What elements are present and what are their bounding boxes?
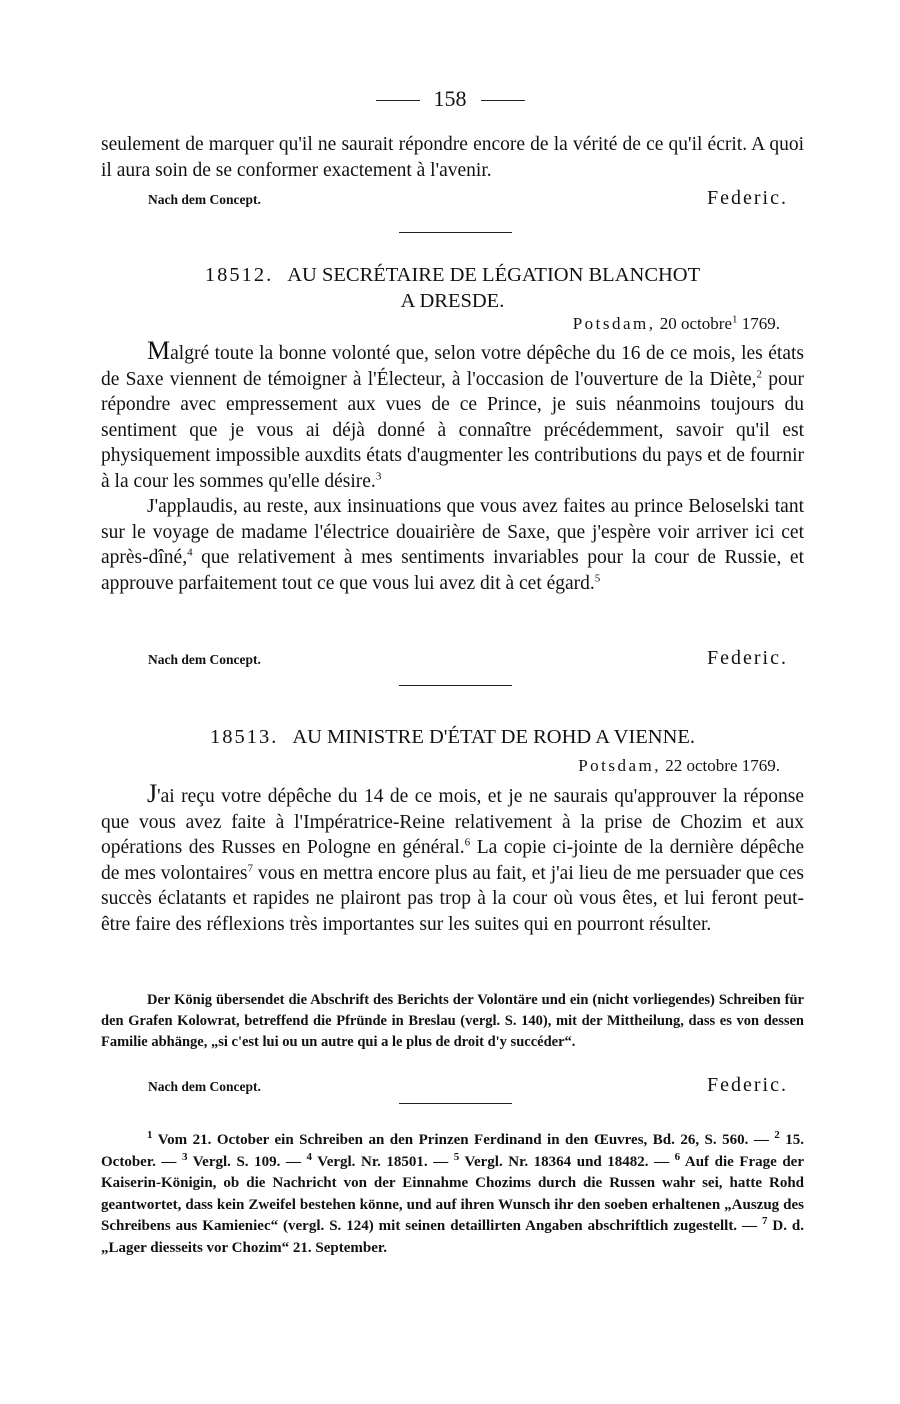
letter-number: 18513. (209, 726, 279, 748)
continuation-paragraph-block (101, 132, 804, 183)
source-note: Nach dem Concept. (148, 652, 261, 667)
page-number-row (0, 86, 900, 112)
letter-signature-row-18513 (148, 1073, 788, 1097)
letter-addressee: AU SECRÉTAIRE DE LÉGATION BLANCHOT (287, 264, 701, 286)
paragraph-text: que relativement à mes sentiments invariables pour la cour de Russie, et approuve parfaitement tout ce que vous lui avez dit à cet égard. (101, 547, 804, 594)
dateline-city: Potsdam, (572, 314, 656, 333)
page-number: 158 (433, 86, 467, 111)
paragraph-text: pour répondre avec empressement aux vues de ce Prince, je suis néanmoins toujours du sentiment que je vous ai déjà donné à connaître précédemment, savoir qu'il est physiquement impossible auxdits états d'augmenter les contributions du pays et de fournir à la cour les sommes qu'elle désire. (101, 368, 804, 492)
initial-letter: J (147, 779, 158, 808)
letter-summary: Der König übersendet die Abschrift des Berichts der Volontäre und ein (nicht vorliegendes) Schreiben für den Grafen Kolowrat, betreffend die Pfründe in Breslau (vergl. S. 140), mit der Mittheilung, dass es von dessen Familie abhänge, „si c'est lui ou un autre qui a le plus de droit d'y succéder“. (101, 992, 804, 1050)
letter-heading-18513 (101, 724, 804, 750)
footnote-mark: 2 (774, 1129, 780, 1141)
footnotes-block (101, 1130, 804, 1259)
signature: Federic. (707, 647, 788, 669)
source-note: Nach dem Concept. (148, 192, 261, 207)
footnote-text: Vom 21. October ein Schreiben an den Prinzen Ferdinand in den Œuvres, Bd. 26, S. 560. — (152, 1132, 775, 1148)
footnote-text: Auf die Frage der Kaiserin-Königin, ob die Nachricht von der Einnahme Chozims durch die Russen wahr sei, hatte Rohd geantwortet, dass kein Zweifel bestehen könne, und auf ihren Wunsch ihr den soeben erhaltenen „Auszug des Schreibens aus Kamieniec“ (vergl. S. 124) mit seinen detaillirten Angaben abschriftlich zugestellt. — (101, 1153, 804, 1234)
page-number-dash-right (481, 100, 525, 101)
paragraph-text: vous en mettra encore plus au fait, et j'ai lieu de me persuader que ces succès éclatants et rapides ne plairont pas trop à la cour où vous êtes, et lui feront peut-être faire des réflexions très importantes sur les suites qui en pourront résulter. (101, 862, 804, 935)
footnote-mark: 6 (464, 836, 471, 849)
continuation-signature-row (148, 186, 788, 210)
footnote-text: Vergl. Nr. 18501. — (311, 1153, 454, 1170)
source-note: Nach dem Concept. (148, 1079, 261, 1094)
footnote-text: 15. October. — (101, 1132, 805, 1170)
letter-addressee: AU MINISTRE D'ÉTAT DE ROHD A VIENNE. (292, 726, 696, 748)
dateline-date: 22 octobre 1769. (665, 756, 780, 775)
letter-addressee-line2: A DRESDE. (400, 290, 505, 312)
footnote-mark: 5 (453, 1150, 460, 1163)
page-number-dash-left (376, 100, 420, 101)
section-divider (399, 232, 512, 233)
letter-body-18513 (101, 781, 804, 937)
letter-paragraph (101, 781, 804, 937)
paragraph-text: La copie ci-jointe de la dernière dépêche de mes volontaires (101, 837, 804, 884)
letter-summary-block (101, 990, 804, 1053)
letter-paragraph (101, 494, 804, 596)
letter-dateline-18512 (573, 314, 780, 334)
footnote-mark: 6 (674, 1150, 681, 1163)
dateline-city: Potsdam, (578, 756, 662, 775)
letter-number: 18512. (204, 264, 274, 286)
footnote-text: D. d. „Lager diesseits vor Chozim“ 21. September. (101, 1218, 804, 1256)
footnote-mark: 2 (756, 368, 763, 380)
signature: Federic. (707, 1074, 788, 1096)
footnote-mark: 4 (187, 546, 193, 559)
footnote-text: Vergl. Nr. 18364 und 18482. — (459, 1153, 675, 1170)
footnote-text: Vergl. S. 109. — (187, 1153, 307, 1170)
initial-letter: M (147, 336, 171, 365)
paragraph-text: J'applaudis, au reste, aux insinuations que vous avez faites au prince Beloselski tant sur le voyage de madame l'électrice douairière de Saxe, que j'espère voir arriver ici cet après-dîné, (101, 496, 804, 568)
paragraph-text: 'ai reçu votre dépêche du 14 de ce mois, et je ne saurais qu'approuver la réponse que vous avez faite à l'Impératrice-Reine relativement à la prise de Chozim et aux opérations des Russes en Pologne en général. (101, 786, 804, 858)
letter-heading-18512 (101, 262, 804, 288)
footnote-mark: 5 (594, 572, 601, 584)
footnote-mark: 3 (181, 1150, 188, 1163)
footnote-mark: 4 (306, 1150, 312, 1163)
section-divider (399, 685, 512, 686)
signature: Federic. (707, 187, 788, 209)
paragraph-text: algré toute la bonne volonté que, selon votre dépêche du 16 de ce mois, les états de Saxe viennent de témoigner à l'Électeur, à l'occasion de l'ouverture de la Diète, (101, 343, 804, 390)
dateline-year: 1769. (741, 314, 780, 333)
letter-signature-row-18512 (148, 646, 788, 670)
letter-heading-18512-line2 (101, 288, 804, 314)
continuation-paragraph: seulement de marquer qu'il ne saurait répondre encore de la vérité de ce qu'il écrit. A quoi il aura soin de se conformer exactement à l'avenir. (101, 134, 804, 181)
letter-body-18512 (101, 338, 804, 596)
footnote-mark: 7 (247, 862, 253, 874)
dateline-date: 20 octobre (659, 314, 732, 333)
footnote-mark: 7 (761, 1215, 768, 1227)
footnote-divider (399, 1103, 512, 1104)
letter-paragraph (101, 338, 804, 494)
footnote-mark: 3 (375, 470, 382, 482)
footnote-mark: 1 (147, 1129, 153, 1141)
letter-dateline-18513 (578, 756, 780, 776)
footnotes (101, 1130, 804, 1259)
footnote-mark: 1 (732, 313, 738, 326)
